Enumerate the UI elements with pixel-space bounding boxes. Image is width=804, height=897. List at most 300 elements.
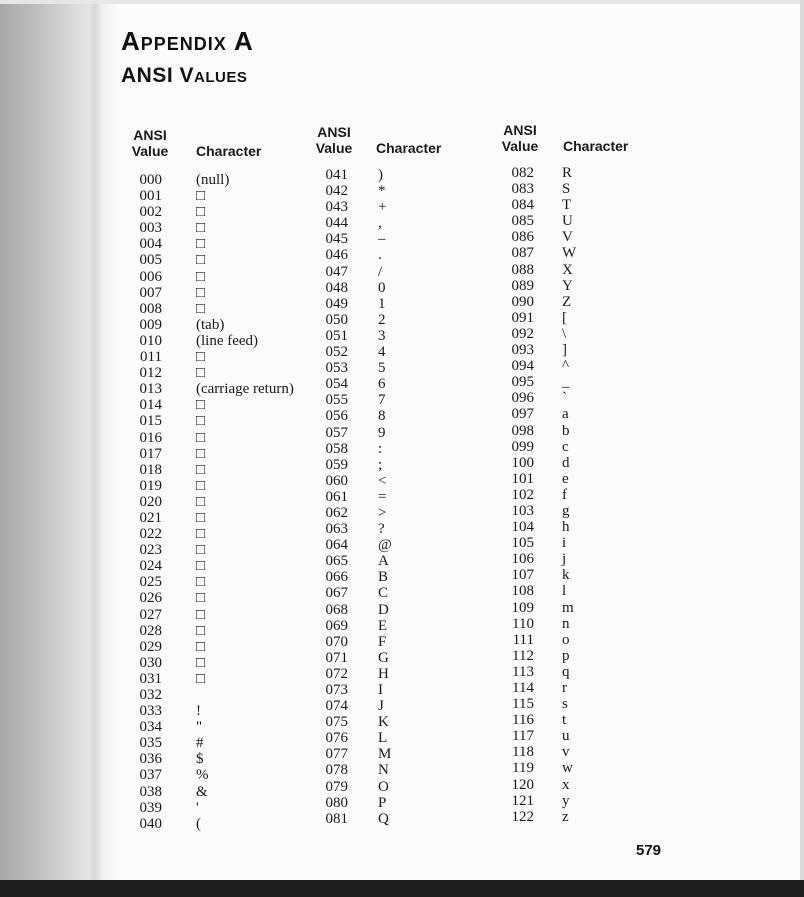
ansi-character: g xyxy=(562,502,570,519)
ansi-character: – xyxy=(378,231,386,248)
table-row xyxy=(132,381,312,397)
ansi-character: ( xyxy=(196,815,201,832)
ansi-value: 049 xyxy=(325,295,348,312)
table-row xyxy=(318,183,488,199)
ansi-value: 051 xyxy=(325,327,348,344)
ansi-character: G xyxy=(378,649,389,666)
ansi-character: \ xyxy=(562,325,567,342)
ansi-value: 090 xyxy=(511,293,534,310)
ansi-character: V xyxy=(562,229,573,246)
table-row xyxy=(132,252,312,268)
ansi-value: 035 xyxy=(139,735,162,752)
table-row xyxy=(318,585,488,601)
ansi-value: 034 xyxy=(139,719,162,736)
ansi-value: 068 xyxy=(325,601,348,618)
top-edge xyxy=(0,0,804,4)
ansi-character: h xyxy=(562,519,570,536)
table-row xyxy=(132,494,312,510)
ansi-value: 100 xyxy=(511,454,534,471)
table-row xyxy=(132,204,312,220)
ansi-value: 026 xyxy=(139,590,162,607)
ansi-value: 073 xyxy=(325,682,348,698)
ansi-value: 080 xyxy=(325,794,348,811)
ansi-character: T xyxy=(562,197,572,214)
table-row xyxy=(502,664,652,680)
table-row xyxy=(318,602,488,618)
ansi-value: 011 xyxy=(140,349,162,366)
table-row xyxy=(318,296,488,312)
ansi-character: □ xyxy=(196,477,206,494)
table-row xyxy=(502,310,652,326)
ansi-character: 4 xyxy=(378,344,386,361)
table-row xyxy=(132,574,312,590)
table-row xyxy=(502,760,652,776)
table-row xyxy=(318,344,488,360)
ansi-value: 087 xyxy=(511,245,534,262)
ansi-value: 032 xyxy=(139,687,162,703)
ansi-value: 053 xyxy=(325,360,348,377)
ansi-character: m xyxy=(562,599,574,616)
col3-value-header-line1: ANSI xyxy=(503,122,537,138)
page-number: 579 xyxy=(636,842,662,859)
ansi-character: < xyxy=(378,472,387,489)
ansi-character: Y xyxy=(562,277,573,294)
table-row xyxy=(502,551,652,567)
table-row xyxy=(318,264,488,280)
table-row xyxy=(132,816,312,832)
ansi-value: 078 xyxy=(325,762,348,779)
ansi-value: 072 xyxy=(325,665,348,682)
table-row xyxy=(318,521,488,537)
ansi-value: 039 xyxy=(139,799,162,816)
ansi-character: 0 xyxy=(378,279,386,296)
table-row xyxy=(318,650,488,666)
ansi-character: z xyxy=(562,808,569,825)
ansi-character: □ xyxy=(196,236,206,253)
ansi-value: 099 xyxy=(511,438,534,455)
table-row xyxy=(318,457,488,473)
ansi-character: C xyxy=(378,585,389,602)
ansi-value: 081 xyxy=(325,810,348,827)
ansi-value: 062 xyxy=(325,504,348,521)
table-row xyxy=(318,167,488,183)
table-row xyxy=(132,623,312,639)
ansi-value: 076 xyxy=(325,730,348,747)
ansi-character: t xyxy=(562,712,567,729)
table-row xyxy=(502,358,652,374)
ansi-value: 108 xyxy=(511,583,534,600)
ansi-value: 111 xyxy=(512,631,534,648)
ansi-character: □ xyxy=(196,252,206,269)
ansi-value: 022 xyxy=(139,526,162,543)
table-row xyxy=(132,719,312,735)
ansi-character: M xyxy=(378,746,392,763)
table-row xyxy=(502,648,652,664)
table-row xyxy=(318,312,488,328)
table-row xyxy=(132,462,312,478)
ansi-character: I xyxy=(378,682,383,698)
table-row xyxy=(502,744,652,760)
ansi-character: w xyxy=(562,760,573,777)
table-row xyxy=(502,406,652,422)
table-row xyxy=(318,408,488,424)
ansi-value: 096 xyxy=(511,390,534,407)
ansi-character: F xyxy=(378,633,387,650)
ansi-character: . xyxy=(378,247,382,264)
ansi-value: 007 xyxy=(139,284,162,301)
ansi-value: 042 xyxy=(325,183,348,200)
ansi-character: W xyxy=(562,245,577,262)
ansi-value: 012 xyxy=(139,365,162,382)
ansi-value: 004 xyxy=(139,236,162,253)
ansi-value: 107 xyxy=(511,567,534,584)
table-row xyxy=(318,392,488,408)
ansi-value: 008 xyxy=(139,300,162,317)
table-row xyxy=(132,639,312,655)
ansi-value: 046 xyxy=(325,247,348,264)
table-row xyxy=(502,471,652,487)
ansi-value: 106 xyxy=(511,551,534,568)
ansi-character: [ xyxy=(562,309,567,326)
ansi-value: 101 xyxy=(511,470,534,487)
ansi-value: 047 xyxy=(325,263,348,280)
ansi-value: 088 xyxy=(511,261,534,278)
table-row xyxy=(318,231,488,247)
ansi-character: q xyxy=(562,663,570,680)
table-row xyxy=(502,487,652,503)
ansi-character: U xyxy=(562,213,573,230)
ansi-character: ) xyxy=(378,167,383,183)
table-row xyxy=(132,784,312,800)
ansi-character: 8 xyxy=(378,408,386,425)
ansi-character: O xyxy=(378,778,389,795)
ansi-character: K xyxy=(378,714,389,731)
ansi-character: (tab) xyxy=(196,316,225,333)
ansi-character: □ xyxy=(196,188,206,205)
ansi-value: 118 xyxy=(512,744,534,761)
table-row xyxy=(502,809,652,825)
table-row xyxy=(502,600,652,616)
ansi-character: d xyxy=(562,454,570,471)
ansi-character: ^ xyxy=(562,358,570,375)
ansi-character: p xyxy=(562,647,570,664)
table-row xyxy=(132,333,312,349)
ansi-character: (carriage return) xyxy=(196,381,294,398)
ansi-value: 077 xyxy=(325,746,348,763)
table-row xyxy=(502,680,652,696)
ansi-character: c xyxy=(562,438,569,455)
table-row xyxy=(132,430,312,446)
ansi-value: 082 xyxy=(511,165,534,181)
table-row xyxy=(318,376,488,392)
appendix-subtitle: ANSI Values xyxy=(121,64,248,87)
table-row xyxy=(132,767,312,783)
ansi-value: 013 xyxy=(139,381,162,398)
ansi-character: 1 xyxy=(378,295,386,312)
ansi-value: 060 xyxy=(325,472,348,489)
table-row xyxy=(502,423,652,439)
table-row xyxy=(502,583,652,599)
ansi-value: 061 xyxy=(325,488,348,505)
appendix-title: Appendix A xyxy=(121,26,254,56)
ansi-value: 016 xyxy=(139,429,162,446)
ansi-value: 066 xyxy=(325,569,348,586)
col3-value-header xyxy=(498,122,542,154)
ansi-character: * xyxy=(378,183,386,200)
ansi-character: = xyxy=(378,488,387,505)
ansi-value: 097 xyxy=(511,406,534,423)
ansi-character: k xyxy=(562,567,570,584)
ansi-value: 109 xyxy=(511,599,534,616)
col1-character-header: Character xyxy=(196,143,262,159)
ansi-value: 084 xyxy=(511,197,534,214)
ansi-value: 071 xyxy=(325,649,348,666)
ansi-character: B xyxy=(378,569,389,586)
ansi-value: 052 xyxy=(325,344,348,361)
table-row xyxy=(502,390,652,406)
ansi-value: 094 xyxy=(511,358,534,375)
table-row xyxy=(318,779,488,795)
ansi-character: □ xyxy=(196,365,206,382)
table-row xyxy=(318,682,488,698)
ansi-value: 048 xyxy=(325,279,348,296)
ansi-value: 036 xyxy=(139,751,162,768)
table-row xyxy=(318,634,488,650)
ansi-value: 038 xyxy=(139,783,162,800)
ansi-character: x xyxy=(562,776,570,793)
ansi-character: v xyxy=(562,744,570,761)
ansi-character: & xyxy=(196,783,208,800)
ansi-value: 075 xyxy=(325,714,348,731)
table-row xyxy=(132,671,312,687)
ansi-value: 058 xyxy=(325,440,348,457)
ansi-value: 093 xyxy=(511,342,534,359)
table-row xyxy=(132,590,312,606)
ansi-value: 015 xyxy=(139,413,162,430)
ansi-value: 105 xyxy=(511,535,534,552)
ansi-value: 025 xyxy=(139,574,162,591)
table-row xyxy=(502,535,652,551)
ansi-value: 002 xyxy=(139,204,162,221)
table-row xyxy=(318,489,488,505)
col1-rows xyxy=(132,172,312,832)
table-row xyxy=(318,746,488,762)
table-row xyxy=(132,558,312,574)
table-row xyxy=(132,542,312,558)
ansi-value: 083 xyxy=(511,181,534,198)
table-row xyxy=(318,537,488,553)
ansi-character: s xyxy=(562,696,568,713)
table-row xyxy=(318,328,488,344)
ansi-character: □ xyxy=(196,590,206,607)
ansi-character: □ xyxy=(196,268,206,285)
ansi-value: 085 xyxy=(511,213,534,230)
ansi-value: 056 xyxy=(325,408,348,425)
table-row xyxy=(132,236,312,252)
col3-value-header-line2: Value xyxy=(501,138,539,154)
table-row xyxy=(502,165,652,181)
table-row xyxy=(318,441,488,457)
ansi-character: > xyxy=(378,504,387,521)
table-row xyxy=(502,793,652,809)
table-row xyxy=(132,172,312,188)
ansi-character: □ xyxy=(196,493,206,510)
table-row xyxy=(502,294,652,310)
table-row xyxy=(318,199,488,215)
table-row xyxy=(318,666,488,682)
ansi-value: 070 xyxy=(325,633,348,650)
ansi-character: 9 xyxy=(378,424,386,441)
ansi-value: 114 xyxy=(512,680,534,696)
table-row xyxy=(502,616,652,632)
ansi-character: a xyxy=(562,406,569,423)
ansi-character: □ xyxy=(196,413,206,430)
ansi-value: 063 xyxy=(325,521,348,538)
ansi-character: □ xyxy=(196,670,206,687)
table-row xyxy=(502,197,652,213)
ansi-value: 037 xyxy=(139,767,162,784)
ansi-character: e xyxy=(562,470,569,487)
ansi-value: 079 xyxy=(325,778,348,795)
table-row xyxy=(132,269,312,285)
table-row xyxy=(502,455,652,471)
ansi-value: 104 xyxy=(511,519,534,536)
ansi-character: □ xyxy=(196,397,206,414)
ansi-character: D xyxy=(378,601,389,618)
table-row xyxy=(502,262,652,278)
ansi-character: ] xyxy=(562,342,567,359)
ansi-character: □ xyxy=(196,574,206,591)
ansi-value: 001 xyxy=(139,188,162,205)
table-row xyxy=(132,607,312,623)
table-row xyxy=(502,712,652,728)
ansi-character: 7 xyxy=(378,392,386,409)
ansi-character: b xyxy=(562,422,570,439)
ansi-value: 019 xyxy=(139,477,162,494)
ansi-character: □ xyxy=(196,542,206,559)
ansi-character: □ xyxy=(196,429,206,446)
ansi-value: 043 xyxy=(325,199,348,216)
scan-bottom-edge xyxy=(0,880,804,897)
ansi-character: (line feed) xyxy=(196,332,259,349)
table-row xyxy=(502,519,652,535)
table-row xyxy=(318,215,488,231)
ansi-value: 018 xyxy=(139,461,162,478)
table-row xyxy=(502,632,652,648)
table-row xyxy=(318,553,488,569)
table-row xyxy=(318,714,488,730)
ansi-character: ! xyxy=(196,703,201,720)
ansi-character: f xyxy=(562,486,567,503)
ansi-character: Q xyxy=(378,810,389,827)
ansi-character: □ xyxy=(196,445,206,462)
table-row xyxy=(502,777,652,793)
ansi-value: 102 xyxy=(511,486,534,503)
ansi-value: 064 xyxy=(325,537,348,554)
table-row xyxy=(318,425,488,441)
ansi-character: ` xyxy=(562,390,567,407)
table-row xyxy=(318,730,488,746)
table-row xyxy=(502,439,652,455)
ansi-character: + xyxy=(378,199,387,216)
ansi-value: 024 xyxy=(139,558,162,575)
table-row xyxy=(318,569,488,585)
table-row xyxy=(502,181,652,197)
ansi-value: 115 xyxy=(512,696,534,713)
ansi-value: 098 xyxy=(511,422,534,439)
table-row xyxy=(132,220,312,236)
ansi-value: 103 xyxy=(511,502,534,519)
table-row xyxy=(132,655,312,671)
ansi-character: P xyxy=(378,794,387,811)
table-row xyxy=(132,687,312,703)
ansi-value: 122 xyxy=(511,808,534,825)
ansi-value: 113 xyxy=(512,663,534,680)
ansi-value: 050 xyxy=(325,311,348,328)
ansi-character: % xyxy=(196,767,209,784)
ansi-value: 006 xyxy=(139,268,162,285)
table-row xyxy=(132,397,312,413)
ansi-character: 5 xyxy=(378,360,386,377)
ansi-value: 116 xyxy=(512,712,534,729)
table-row xyxy=(132,188,312,204)
ansi-character: _ xyxy=(562,374,570,391)
ansi-character: E xyxy=(378,617,388,634)
table-row xyxy=(502,213,652,229)
ansi-value: 021 xyxy=(139,509,162,526)
ansi-value: 057 xyxy=(325,424,348,441)
ansi-character: @ xyxy=(378,537,392,554)
table-row xyxy=(502,567,652,583)
col1-value-header xyxy=(128,127,172,159)
table-row xyxy=(132,510,312,526)
table-row xyxy=(318,247,488,263)
ansi-character: l xyxy=(562,583,567,600)
col1-value-header-line2: Value xyxy=(131,143,169,159)
ansi-value: 067 xyxy=(325,585,348,602)
table-row xyxy=(132,349,312,365)
ansi-value: 091 xyxy=(511,309,534,326)
ansi-character: □ xyxy=(196,526,206,543)
table-row xyxy=(502,326,652,342)
ansi-value: 074 xyxy=(325,698,348,715)
ansi-character: H xyxy=(378,665,389,682)
ansi-value: 044 xyxy=(325,215,348,232)
ansi-value: 041 xyxy=(325,167,348,183)
ansi-character: i xyxy=(562,535,567,552)
ansi-character: □ xyxy=(196,606,206,623)
ansi-value: 054 xyxy=(325,376,348,393)
ansi-value: 010 xyxy=(139,332,162,349)
col3-character-header: Character xyxy=(563,138,629,154)
table-row xyxy=(318,360,488,376)
right-edge xyxy=(800,0,804,897)
ansi-character: ? xyxy=(378,521,385,538)
ansi-value: 121 xyxy=(511,792,534,809)
ansi-value: 092 xyxy=(511,325,534,342)
ansi-value: 014 xyxy=(139,397,162,414)
ansi-character: ' xyxy=(196,799,199,816)
table-row xyxy=(502,503,652,519)
table-row xyxy=(318,811,488,827)
ansi-character: r xyxy=(562,680,567,696)
table-row xyxy=(132,301,312,317)
ansi-character: u xyxy=(562,728,570,745)
ansi-character: □ xyxy=(196,654,206,671)
table-row xyxy=(132,317,312,333)
table-row xyxy=(502,374,652,390)
table-row xyxy=(132,365,312,381)
